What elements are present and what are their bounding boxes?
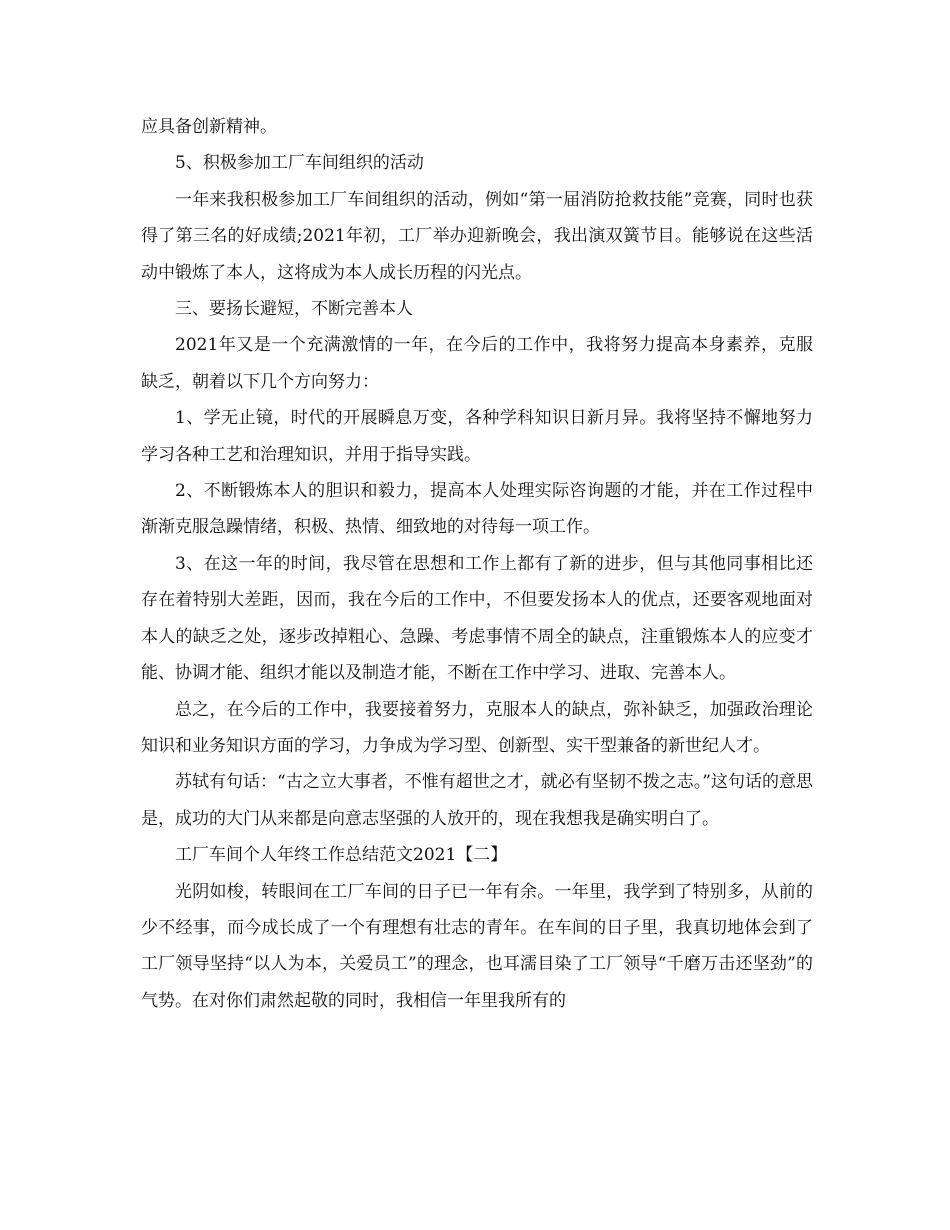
- section-heading: 三、要扬长避短，不断完善本人: [175, 299, 413, 320]
- list-item-3: 3、在这一年的时间，我尽管在思想和工作上都有了新的进步，但与其他同事相比还存在着特别大差距，因而，我在今后的工作中，不但要发扬本人的优点，还要客观地面对本人的缺乏之处，逐步改掉粗心、急躁、考虑事情不周全的缺点，注重锻炼本人的应变才能、协调才能、组织才能以及制造才能，不断在工作中学习、进取、完善本人。: [141, 553, 813, 684]
- paragraph-summary: 总之，在今后的工作中，我要接着努力，克服本人的缺点，弥补缺乏，加强政治理论知识和业务知识方面的学习，力争成为学习型、创新型、实干型兼备的新世纪人才。: [141, 699, 813, 756]
- document-body: [141, 109, 813, 1019]
- article-title: 工厂车间个人年终工作总结范文2021【二】: [175, 845, 508, 866]
- paragraph-quote: 苏轼有句话：“古之立大事者，不惟有超世之才，就必有坚韧不拨之志。”这句话的意思是，成功的大门从来都是向意志坚强的人放开的，现在我想我是确实明白了。: [141, 772, 813, 829]
- paragraph-3: 一年来我积极参加工厂车间组织的活动，例如“第一届消防抢救技能”竞赛，同时也获得了第三名的好成绩;2021年初，工厂举办迎新晚会，我出演双簧节目。能够说在这些活动中锻炼了本人，这将成为本人成长历程的闪光点。: [141, 189, 813, 283]
- list-item-2: 2、不断锻炼本人的胆识和毅力，提高本人处理实际咨询题的才能，并在工作过程中渐渐克服急躁情绪，积极、热情、细致地的对待每一项工作。: [141, 481, 813, 538]
- paragraph-5: 2021年又是一个充满激情的一年，在今后的工作中，我将努力提高本身素养，克服缺乏，朝着以下几个方向努力：: [141, 335, 813, 392]
- list-item-1: 1、学无止镜，时代的开展瞬息万变，各种学科知识日新月异。我将坚持不懈地努力学习各种工艺和治理知识，并用于指导实践。: [141, 408, 813, 465]
- paragraph-2: 5、积极参加工厂车间组织的活动: [175, 153, 424, 174]
- paragraph-1: 应具备创新精神。: [141, 117, 277, 137]
- paragraph-last: 光阴如梭，转眼间在工厂车间的日子已一年有余。一年里，我学到了特别多，从前的少不经事，而今成长成了一个有理想有壮志的青年。在车间的日子里，我真切地体会到了工厂领导坚持“以人为本，关爱员工”的理念，也耳濡目染了工厂领导“千磨万击还坚劲”的气势。在对你们肃然起敬的同时，我相信一年里我所有的: [141, 881, 813, 1011]
